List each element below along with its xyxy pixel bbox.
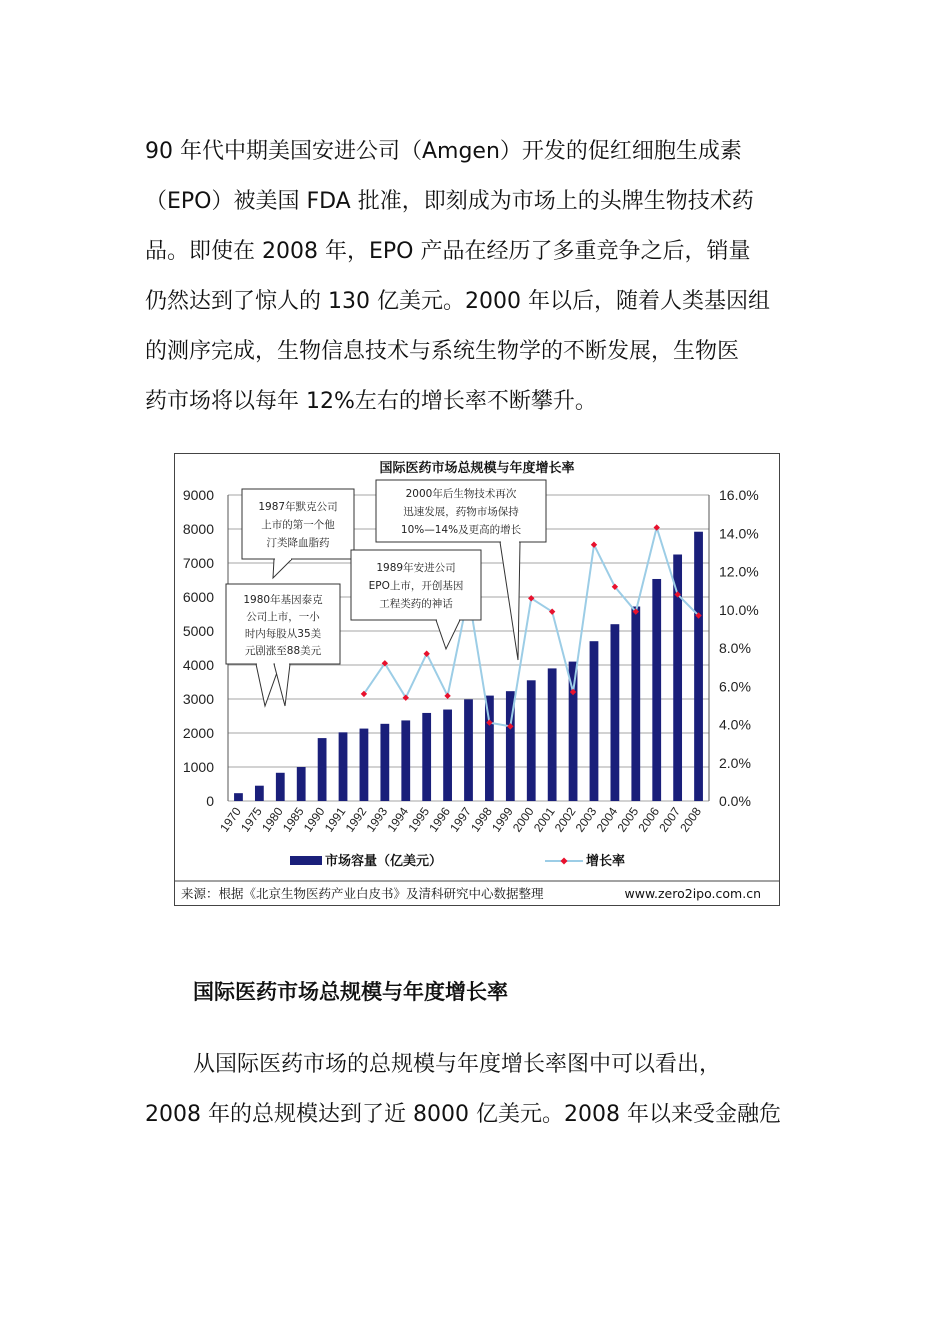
y-left-tick-label: 3000 bbox=[182, 691, 214, 707]
bar-market-size bbox=[234, 793, 243, 801]
x-tick-label: 2005 bbox=[614, 804, 642, 835]
bar-market-size bbox=[590, 641, 599, 801]
annotation-text: 上市的第一个他 bbox=[261, 519, 335, 531]
bar-market-size bbox=[548, 668, 557, 801]
paragraph-epo-history bbox=[145, 127, 805, 427]
y-left-tick-label: 6000 bbox=[182, 589, 214, 605]
y-right-tick-label: 2.0% bbox=[719, 754, 751, 771]
bar-market-size bbox=[485, 696, 494, 801]
annotation-text: 工程类药的神话 bbox=[379, 598, 453, 610]
x-tick-label: 1980 bbox=[258, 804, 286, 835]
bar-market-size bbox=[527, 680, 536, 801]
paragraph-line: 90 年代中期美国安进公司（Amgen）开发的促红细胞生成素 bbox=[145, 139, 742, 164]
annotation-text: 1980年基因泰克 bbox=[243, 594, 323, 606]
x-tick-label: 1998 bbox=[468, 804, 495, 835]
x-tick-label: 2007 bbox=[656, 804, 684, 835]
bar-market-size bbox=[360, 729, 369, 801]
market-chart-figure bbox=[174, 453, 780, 906]
x-tick-label: 1975 bbox=[238, 804, 265, 835]
annotation-text: 10%—14%及更高的增长 bbox=[400, 524, 522, 536]
annotation-text: 公司上市，一小 bbox=[246, 611, 320, 623]
annotation-text: 元剧涨至88美元 bbox=[244, 645, 322, 657]
y-left-tick-label: 0 bbox=[206, 793, 214, 809]
x-tick-label: 2006 bbox=[635, 804, 663, 835]
y-left-tick-label: 9000 bbox=[182, 487, 214, 503]
bar-market-size bbox=[652, 579, 661, 801]
x-tick-label: 1990 bbox=[300, 804, 328, 835]
bar-market-size bbox=[422, 713, 431, 801]
y-left-tick-label: 1000 bbox=[182, 759, 214, 775]
y-left-tick-label: 2000 bbox=[182, 725, 214, 741]
annotation-text: 1987年默克公司 bbox=[258, 501, 338, 513]
annotation-text: 汀类降血脂药 bbox=[266, 537, 330, 549]
annotation-text: EPO上市，开创基因 bbox=[368, 580, 464, 592]
y-right-tick-label: 0.0% bbox=[719, 793, 751, 809]
y-left-tick-label: 4000 bbox=[182, 657, 214, 673]
x-tick-label: 1997 bbox=[447, 804, 474, 835]
y-right-tick-label: 14.0% bbox=[719, 525, 759, 542]
y-right-tick-label: 12.0% bbox=[719, 563, 759, 580]
chart-source: 来源：根据《北京生物医药产业白皮书》及清科研究中心数据整理 bbox=[181, 886, 544, 901]
legend-bar-label: 市场容量（亿美元） bbox=[325, 854, 443, 869]
legend-line-label: 增长率 bbox=[586, 854, 626, 869]
paragraph-line: 2008 年的总规模达到了近 8000 亿美元。2008 年以来受金融危 bbox=[145, 1102, 781, 1127]
y-left-tick-label: 7000 bbox=[182, 555, 214, 571]
x-tick-label: 2004 bbox=[593, 804, 621, 835]
bar-market-size bbox=[401, 720, 410, 801]
x-tick-label: 1994 bbox=[384, 804, 412, 835]
bar-market-size bbox=[339, 732, 348, 801]
y-left-tick-label: 5000 bbox=[182, 623, 214, 639]
paragraph-line: 从国际医药市场的总规模与年度增长率图中可以看出， bbox=[193, 1052, 722, 1077]
y-right-tick-label: 16.0% bbox=[719, 487, 759, 503]
x-tick-label: 2002 bbox=[551, 804, 579, 835]
y-right-tick-label: 10.0% bbox=[719, 601, 759, 618]
annotation-text: 2000年后生物技术再次 bbox=[405, 488, 517, 500]
annotation-text: 1989年安进公司 bbox=[376, 562, 456, 574]
x-tick-label: 1985 bbox=[279, 804, 307, 835]
bar-market-size bbox=[610, 624, 619, 801]
paragraph-line: 品。即使在 2008 年，EPO 产品在经历了多重竞争之后，销量 bbox=[145, 239, 751, 264]
x-tick-label: 1970 bbox=[217, 804, 244, 835]
bar-market-size bbox=[318, 738, 327, 801]
legend-bar-swatch bbox=[290, 856, 322, 865]
x-tick-label: 2001 bbox=[530, 804, 558, 835]
bar-market-size bbox=[694, 532, 703, 801]
bar-market-size bbox=[255, 786, 264, 801]
x-tick-label: 1996 bbox=[426, 804, 454, 835]
paragraph-line: 药市场将以每年 12%左右的增长率不断攀升。 bbox=[145, 389, 597, 414]
paragraph-line: 仍然达到了惊人的 130 亿美元。2000 年以后，随着人类基因组 bbox=[145, 289, 770, 314]
y-left-tick-label: 8000 bbox=[182, 521, 214, 537]
chart-title: 国际医药市场总规模与年度增长率 bbox=[379, 461, 575, 476]
paragraph-line: 的测序完成，生物信息技术与系统生物学的不断发展，生物医 bbox=[145, 339, 740, 364]
bar-market-size bbox=[631, 607, 640, 801]
x-tick-label: 1993 bbox=[363, 804, 391, 835]
paragraph-line: （EPO）被美国 FDA 批准，即刻成为市场上的头牌生物技术药 bbox=[145, 189, 754, 214]
market-chart bbox=[174, 453, 780, 906]
bar-market-size bbox=[297, 767, 306, 801]
y-right-tick-label: 6.0% bbox=[719, 678, 751, 695]
chart-watermark: www.zero2ipo.com.cn bbox=[624, 886, 761, 901]
y-right-tick-label: 4.0% bbox=[719, 716, 751, 733]
x-tick-label: 2003 bbox=[572, 804, 600, 835]
figure-caption: 国际医药市场总规模与年度增长率 bbox=[193, 980, 508, 1004]
y-right-tick-label: 8.0% bbox=[719, 640, 751, 656]
x-tick-label: 1992 bbox=[342, 804, 370, 835]
annotation-text: 时内每股从35美 bbox=[244, 628, 322, 640]
x-tick-label: 1991 bbox=[321, 804, 349, 835]
x-tick-label: 2008 bbox=[677, 804, 705, 835]
paragraph-market-scale bbox=[145, 1040, 805, 1140]
x-tick-label: 1995 bbox=[405, 804, 433, 835]
x-tick-label: 2000 bbox=[509, 804, 537, 835]
bar-market-size bbox=[276, 773, 285, 801]
annotation-text: 迅速发展，药物市场保持 bbox=[403, 506, 519, 518]
bar-market-size bbox=[464, 699, 473, 801]
x-tick-label: 1999 bbox=[488, 804, 516, 835]
bar-market-size bbox=[380, 724, 389, 801]
bar-market-size bbox=[443, 710, 452, 801]
